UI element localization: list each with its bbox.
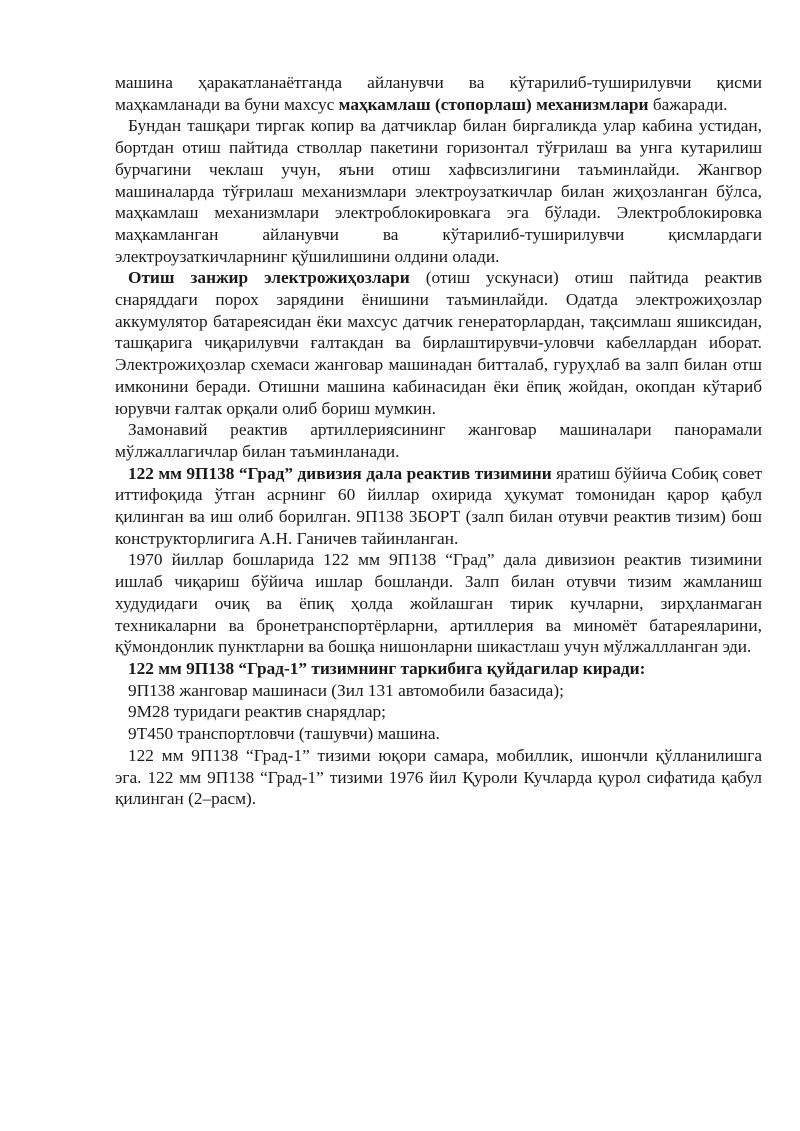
paragraph xyxy=(115,463,762,550)
text-run: 9М28 туридаги реактив снарядлар; xyxy=(128,702,386,722)
text-run: 9Т450 транспортловчи (ташувчи) машина. xyxy=(128,724,440,744)
bold-text-run: Отиш занжир электрожиҳозлари xyxy=(128,268,410,288)
bold-text-run: 122 мм 9П138 “Град” дивизия дала реактив тизимини xyxy=(128,463,552,483)
bold-text-run: маҳкамлаш (стопорлаш) механизмлари xyxy=(338,94,649,114)
paragraph xyxy=(115,745,762,810)
text-run: (отиш ускунаси) отиш пайтида реактив снаряддаги порох зарядини ёнишини таъминлайди. Одатда электрожиҳозлар аккумулятор батареясидан ёки махсус датчик генераторлардан, тақсимлаш яшиксидан, ташқарига чиқарилувчи ғалтакдан ва бирлаштирувчи-уловчи кабеллардан иборат. Электрожиҳозлар схемаси жанговар машинадан битталаб, гуруҳлаб ва залп билан отш имконини беради. Отишни машина кабинасидан ёки ёпиқ жойдан, окопдан кўтариб юрувчи ғалтак орқали олиб бориш мумкин. xyxy=(115,268,763,418)
bold-text-run: 122 мм 9П138 “Град-1” тизимнинг таркибига қуйдагилар киради: xyxy=(128,658,646,678)
paragraph xyxy=(115,115,762,267)
text-run: Бундан ташқари тиргак копир ва датчиклар билан биргаликда улар кабина устидан, бортдан отиш пайтида стволлар пакетини горизонтал тўғрилаш ва унга кутарилиш бурчагини чеклаш учун, яъни отиш хафвсизлигини таъминлайди. Жангвор машиналарда тўғрилаш механизмлари электроузаткичлар билан жиҳозланган бўлса, маҳкамлаш механизмлари электроблокировкага эга бўлади. Электроблокировка маҳкамланган айланувчи ва кўтарилиб-туширилувчи қисмлардаги электроузаткичларнинг қўшилишини олдини олади. xyxy=(115,116,762,266)
text-run: 122 мм 9П138 “Град-1” тизими юқори самара, мобиллик, ишончли қўлланилишга эга. 122 мм 9П138 “Град-1” тизими 1976 йил Қуроли Кучларда қурол сифатида қабул қилинган (2–расм). xyxy=(115,745,762,809)
paragraph xyxy=(115,549,762,658)
paragraph xyxy=(115,419,762,462)
text-run: машина ҳаракатланаётганда айланувчи ва кўтарилиб-туширилувчи қисми маҳкамланади ва буни махсус xyxy=(115,73,762,114)
list-item xyxy=(115,701,762,723)
text-run: яратиш бўйича Собиқ совет иттифоқида ўтган асрнинг 60 йиллар охирида ҳукумат томонидан қарор қабул қилинган ва иш олиб борилган. 9П138 3БОРТ (залп билан отувчи реактив тизим) бош конструкторлигига А.Н. Ганичев тайинланган. xyxy=(115,463,762,548)
section-heading xyxy=(115,658,762,680)
list-item xyxy=(115,723,762,745)
paragraph xyxy=(115,267,762,419)
text-run: бажаради. xyxy=(648,94,728,114)
paragraph xyxy=(115,72,762,115)
text-run: Замонавий реактив артиллериясининг жанговар машиналари панорамали мўлжаллагичлар билан таъминланади. xyxy=(115,420,762,461)
text-run: 9П138 жанговар машинаси (Зил 131 автомобили базасида); xyxy=(128,680,564,700)
list-item xyxy=(115,680,762,702)
document-page xyxy=(115,72,762,810)
text-run: 1970 йиллар бошларида 122 мм 9П138 “Град” дала дивизион реактив тизимини ишлаб чиқариш бўйича ишлар бошланди. Залп билан отувчи тизим жамланиш худудидаги очиқ ва ёпиқ ҳолда жойлашган тирик кучларни, зирҳланмаган техникаларни ва бронетранспортёрларни, артиллерия ва миномёт батареяларини, қўмондонлик пунктларни ва бошқа нишонларни шикастлаш учун мўлжаллланган эди. xyxy=(115,550,762,657)
